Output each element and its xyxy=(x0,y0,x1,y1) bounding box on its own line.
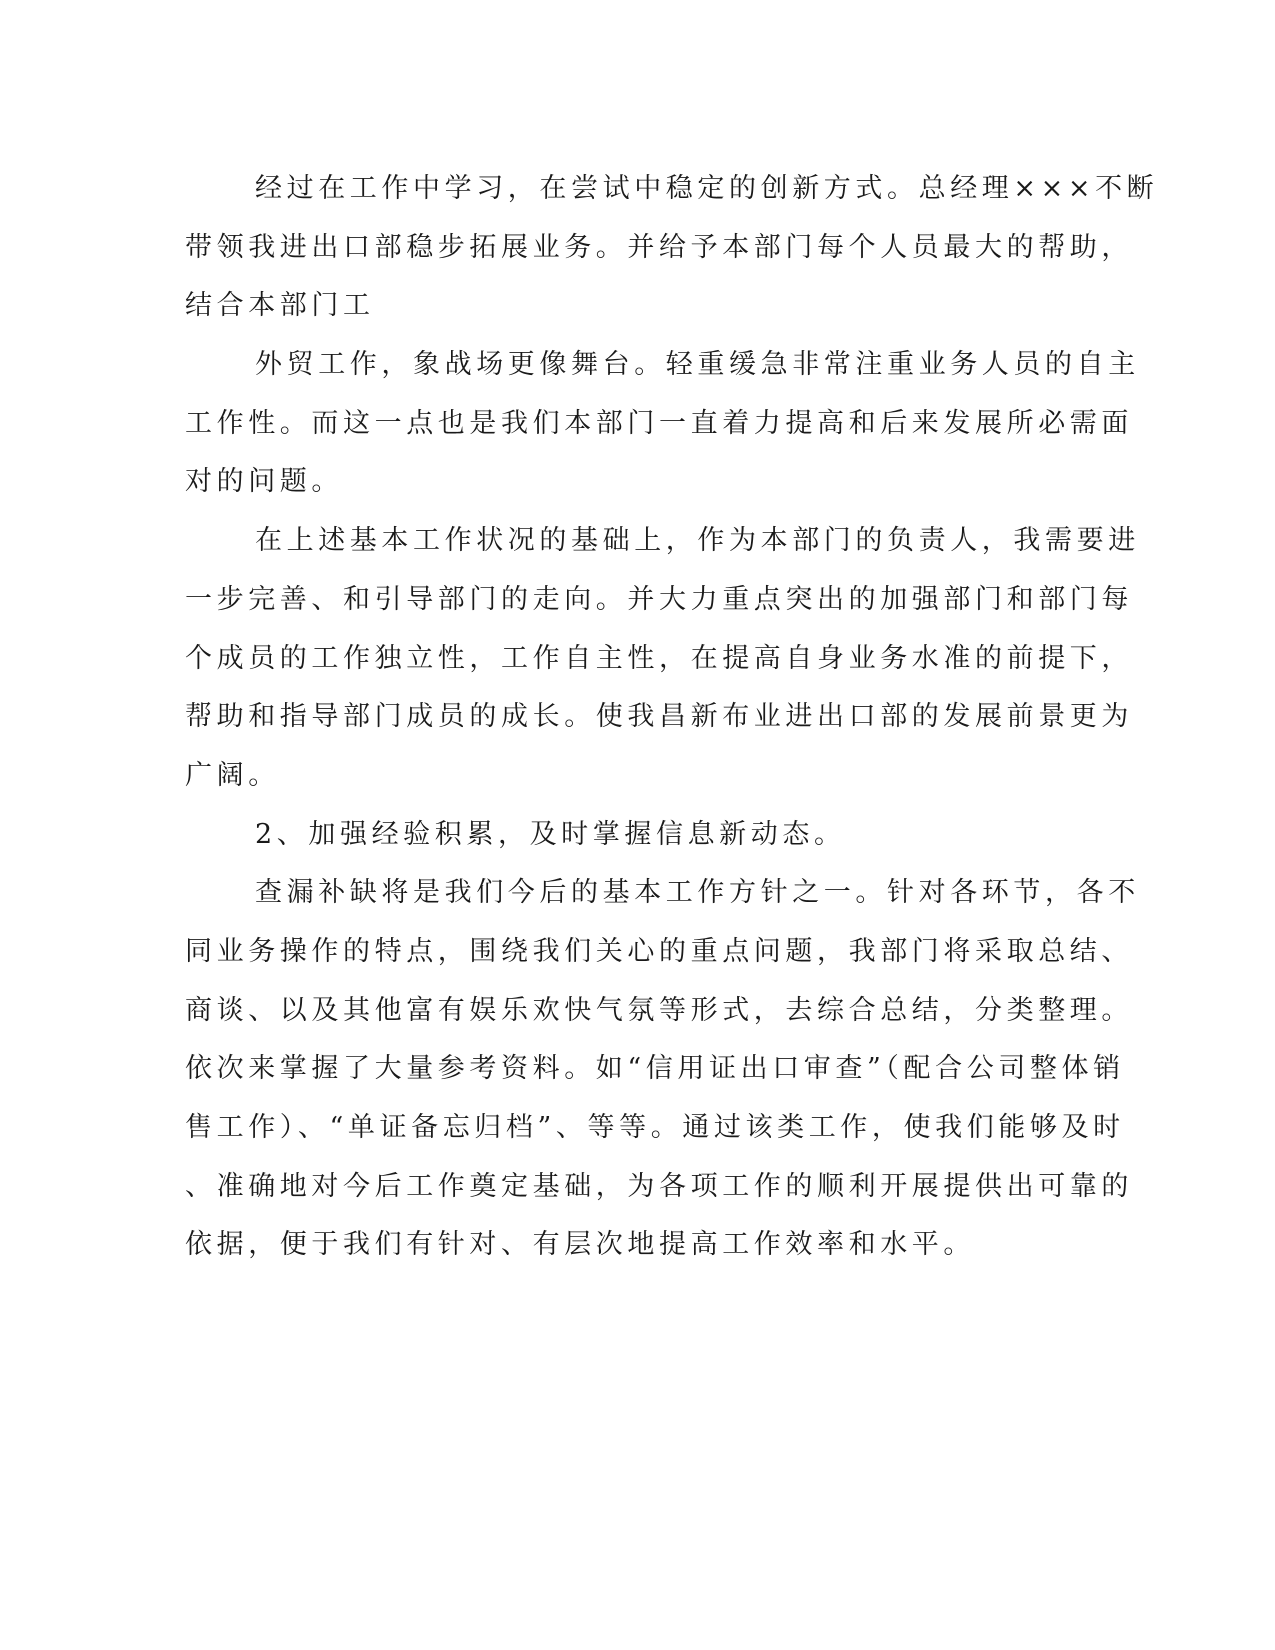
paragraph-line: 、准确地对今后工作奠定基础，为各项工作的顺利开展提供出可靠的 xyxy=(185,1170,1133,1202)
paragraph-line: 查漏补缺将是我们今后的基本工作方针之一。针对各环节，各不 xyxy=(255,877,1140,909)
paragraph xyxy=(185,160,1159,336)
section-heading xyxy=(185,806,1045,865)
paragraph xyxy=(185,864,1140,1275)
section-heading-text: 2、加强经验积累，及时掌握信息新动态。 xyxy=(255,818,846,850)
paragraph-line: 一步完善、和引导部门的走向。并大力重点突出的加强部门和部门每 xyxy=(185,583,1133,615)
paragraph-line: 对的问题。 xyxy=(185,466,343,498)
paragraph-line: 结合本部门工 xyxy=(185,290,375,322)
paragraph-line: 外贸工作，象战场更像舞台。轻重缓急非常注重业务人员的自主 xyxy=(255,349,1140,381)
paragraph-line: 售工作）、“单证备忘归档”、等等。通过该类工作，使我们能够及时 xyxy=(185,1112,1125,1143)
paragraph xyxy=(185,512,1140,805)
paragraph-line: 依次来掌握了大量参考资料。如“信用证出口审查”（配合公司整体销 xyxy=(185,1053,1125,1085)
document-body xyxy=(185,160,1159,1275)
paragraph-line: 商谈、以及其他富有娱乐欢快气氛等形式，去综合总结，分类整理。 xyxy=(185,994,1133,1026)
paragraph-line: 在上述基本工作状况的基础上，作为本部门的负责人，我需要进 xyxy=(255,525,1140,557)
paragraph-line: 广阔。 xyxy=(185,759,280,791)
paragraph-line: 带领我进出口部稳步拓展业务。并给予本部门每个人员最大的帮助， xyxy=(185,231,1133,263)
paragraph-line: 依据，便于我们有针对、有层次地提高工作效率和水平。 xyxy=(185,1229,975,1261)
paragraph xyxy=(185,336,1140,512)
paragraph-line: 经过在工作中学习，在尝试中稳定的创新方式。总经理×××不断 xyxy=(255,173,1159,204)
paragraph-line: 个成员的工作独立性，工作自主性，在提高自身业务水准的前提下， xyxy=(185,642,1133,674)
paragraph-line: 帮助和指导部门成员的成长。使我昌新布业进出口部的发展前景更为 xyxy=(185,701,1133,733)
paragraph-line: 工作性。而这一点也是我们本部门一直着力提高和后来发展所必需面 xyxy=(185,407,1133,439)
paragraph-line: 同业务操作的特点，围绕我们关心的重点问题，我部门将采取总结、 xyxy=(185,935,1133,967)
